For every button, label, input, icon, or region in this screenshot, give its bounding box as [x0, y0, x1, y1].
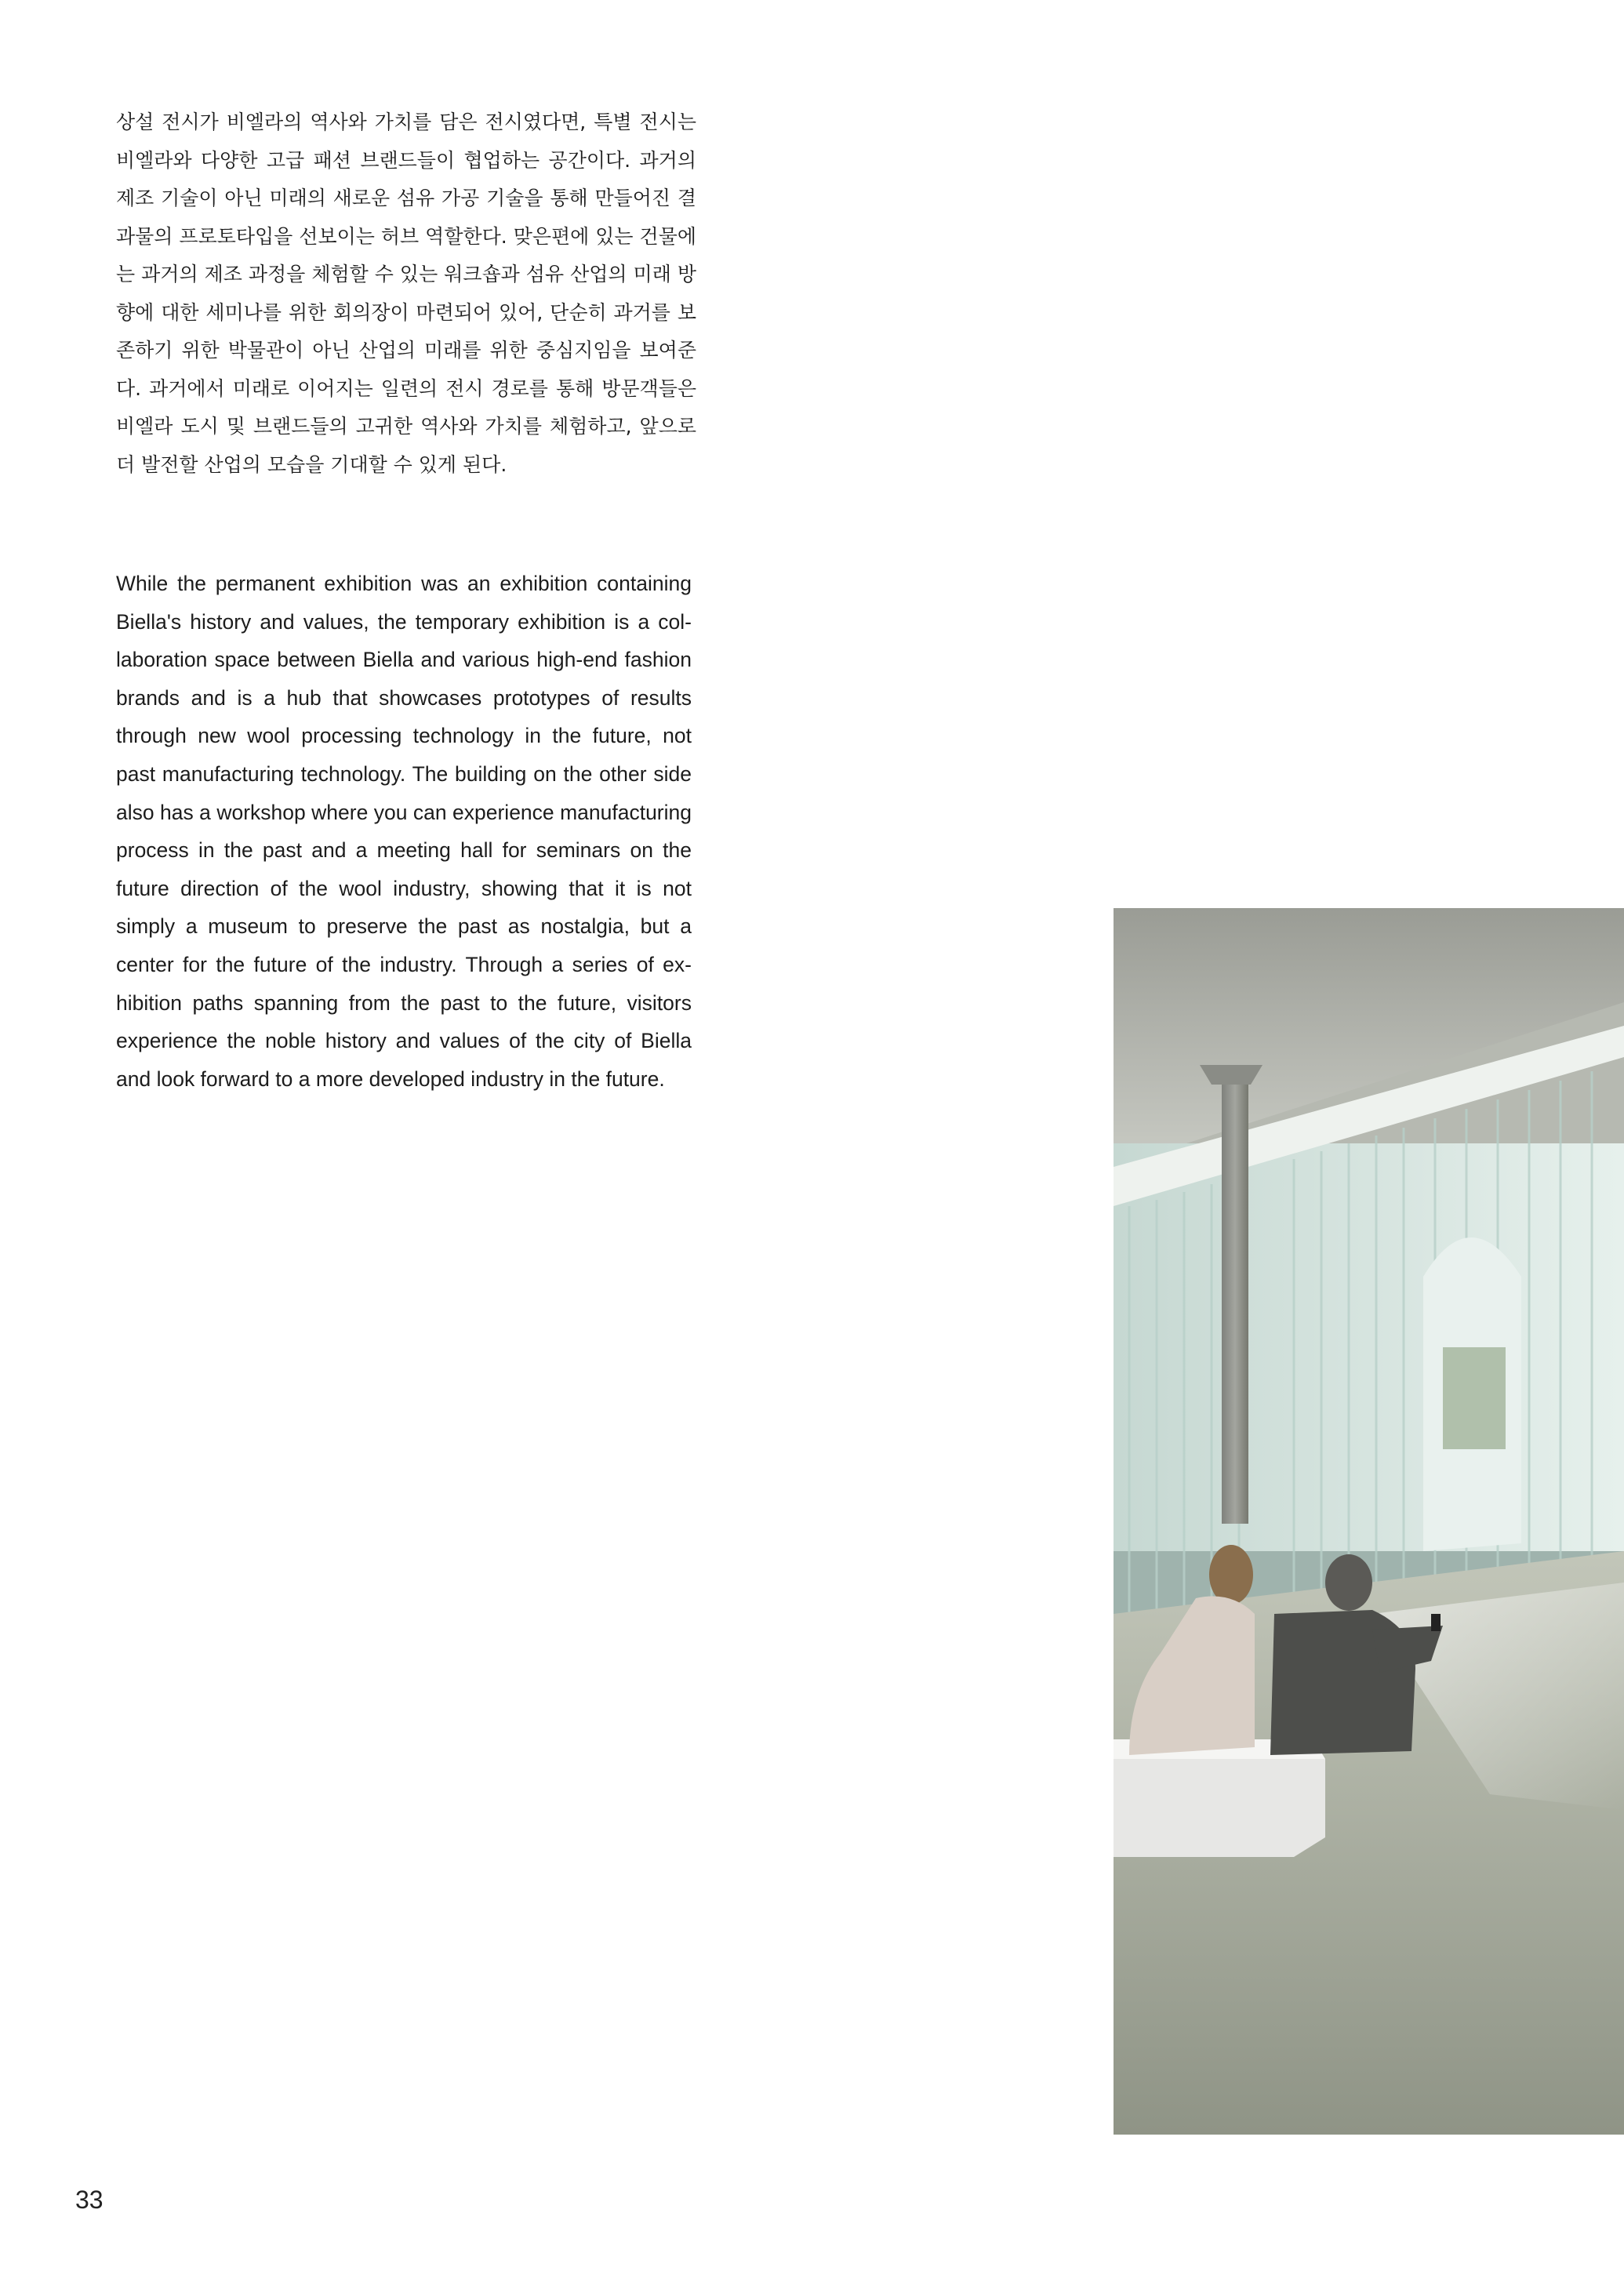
- korean-paragraph: 상설 전시가 비엘라의 역사와 가치를 담은 전시였다면, 특별 전시는 비엘라와 다양한 고급 패션 브랜드들이 협업하는 공간이다. 과거의 제조 기술이 아닌 미래의 새로운 섬유 가공 기술을 통해 만들어진 결과물의 프로토타입을 선보이는 허브 역할한다. 맞은편에 있는 건물에는 과거의 제조 과정을 체험할 수 있는 워크숍과 섬유 산업의 미래 방향에 대한 세미나를 위한 회의장이 마련되어 있어, 단순히 과거를 보존하기 위한 박물관이 아닌 산업의 미래를 위한 중심지임을 보여준다. 과거에서 미래로 이어지는 일련의 전시 경로를 통해 방문객들은 비엘라 도시 및 브랜드들의 고귀한 역사와 가치를 체험하고, 앞으로 더 발전할 산업의 모습을 기대할 수 있게 된다.: [116, 111, 696, 476]
- exhibition-photo: [1114, 908, 1624, 2135]
- page-number: 33: [75, 2186, 104, 2214]
- english-paragraph: While the permanent exhibition was an exhibition containing Biella's history and values, the temporary exhibition is a collaboration space between Biella and various high-end fashion brands and is a hub that showcases prototypes of results through new wool processing technology in the future, not past manufacturing technology. The building on the other side also has a workshop where you can experience manufacturing process in the past and a meeting hall for seminars on the future direction of the wool industry, showing that it is not simply a museum to preserve the past as nostalgia, but a center for the future of the industry. Through a series of exhibition paths spanning from the past to the future, visitors experience the noble history and values of the city of Biella and look forward to a more developed industry in the future.: [116, 572, 692, 1091]
- exhibition-photo-illustration: [1114, 908, 1624, 2135]
